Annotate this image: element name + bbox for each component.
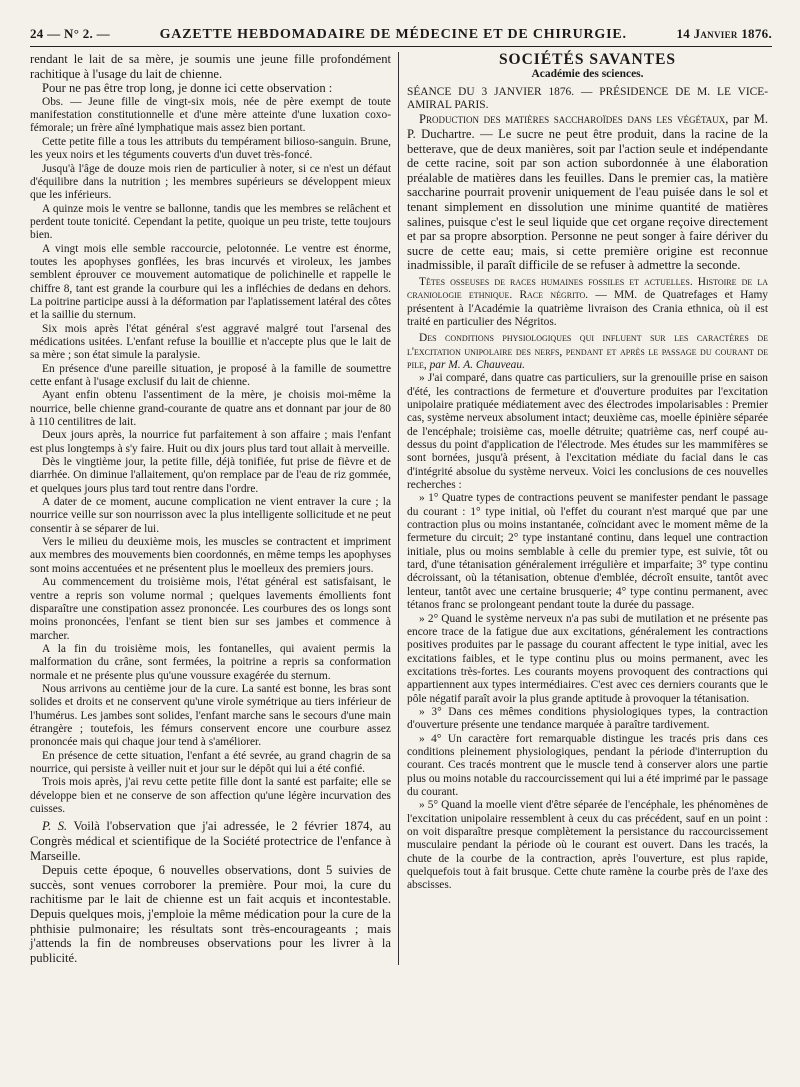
paragraph: Cette petite fille a tous les attributs du tempérament bilioso-sanguin. Brune, les yeux noirs et les téguments couverts d'un duvet très-foncé. [30,135,391,162]
article-author: par M. A. Chauveau. [426,358,525,371]
postscript [30,819,391,863]
ps-label: P. S. [42,819,68,834]
paragraph: Deux jours après, la nourrice fut parfaitement à son affaire ; mais l'enfant est plus longtemps à s'y faire. Huit ou dix jours plus tard tout allait à merveille. [30,429,391,455]
paragraph: » 5° Quand la moelle vient d'être séparée de l'encéphale, les phénomènes de l'excitation unipolaire ressemblent à ceux du cas précédent, sauf en un point : on voit disparaître presque complètement la persistance du raccourcissement musculaire pendant la période où le courant est ouvert. Dans les tracés, la chute de la courbe de la contraction, après l'ouverture, est plus rapide, quelquefois tout à fait brusque. Cette chute ramène la courbe près de l'axe des abscisses. [407,799,768,892]
article-columns [30,52,772,965]
article-production [407,112,768,273]
paragraph: Trois mois après, j'ai revu cette petite fille dont la santé est parfaite; elle se développe bien et ne conserve de son affection qu'une légère incurvation des cuisses. [30,776,391,815]
paragraph: Obs. — Jeune fille de vingt-six mois, née de père exempt de toute manifestation constitutionnelle et d'une mère atteinte d'une luxation coxo-fémorale; un frère aîné lymphatique mais assez bien portant. [30,95,391,135]
paragraph: rendant le lait de sa mère, je soumis une jeune fille profondément rachitique à l'usage du lait de chienne. [30,52,391,81]
article-title: Production des matières saccharoïdes dans les végétaux, [419,112,729,127]
paragraph: Six mois après l'état général s'est aggravé malgré tout l'arsenal des médications usitées. L'enfant refuse la bouillie et n'accepte plus que le lait de sa mère ; son état simule la paralysie. [30,322,391,362]
right-column [399,52,768,965]
paragraph: » 1° Quatre types de contractions peuvent se manifester pendant le passage du courant : 1° type initial, où l'effet du courant n'est marqué que par une contraction plus ou moins instantanée, coïncidant avec le moment même de la fermeture du circuit; 2° type instantané continu, dans lequel une contraction initiale, plus ou moins semblable à celle du premier type, est suivie, tôt ou tard, d'une tétanisation généralement irrégulière et imparfaite; 3° type continu décroissant, où la tétanisation, obtenue d'emblée, décroît ensuite, tantôt avec lenteur, tantôt avec une certaine brusquerie; 4° type continu permanent, avec tétanos franc se prolongeant pendant toute la durée du passage. [407,492,768,612]
ps-text: Voilà l'observation que j'ai adressée, le 2 février 1874, au Congrès médical et scientifique de la Société protectrice de l'enfance à Marseille. [30,819,391,863]
article-title: Des conditions physiologiques qui influent sur les caractères de l'excitation unipolaire des nerfs, pendant et après le passage du courant de pile, [407,332,768,371]
paragraph: A la fin du troisième mois, les fontanelles, qui avaient permis la malformation du crâne, sont fermées, la poitrine a repris sa conformation normale et ne présente plus qu'une voussure exagérée du sternum. [30,642,391,682]
paragraph: A vingt mois elle semble raccourcie, pelotonnée. Le ventre est énorme, toutes les apophyses gonflées, les bras incurvés et viroleux, les jambes semblent éprouver ce mouvement automatique de polichinelle et rappelle le chiffre 8, tant est grande la courbure qui les a infléchies de dedans en dehors. La poitrine participe aussi à la déformation par l'aplatissement latéral des côtes et la saillie du sternum. [30,242,391,322]
article-tetes [407,276,768,329]
paragraph: Ayant enfin obtenu l'assentiment de la mère, je choisis moi-même la nourrice, belle chienne grand-courante de quatre ans et donnant par jour de 80 à 110 centilitres de lait. [30,389,391,429]
seance-line: SÉANCE DU 3 JANVIER 1876. — PRÉSIDENCE DE M. LE VICE-AMIRAL PARIS. [407,85,768,112]
paragraph: Jusqu'à l'âge de douze mois rien de particulier à noter, si ce n'est un défaut d'équilibre dans la nutrition ; les membres supérieurs se développent mieux que les inférieurs. [30,162,391,202]
page-header [30,26,772,47]
paragraph: » 4° Un caractère fort remarquable distingue les tracés pris dans ces conditions pleinement physiologiques, pendant la période d'interruption du courant. Ces tracés montrent que le muscle tend à conserver alors une partie plus ou moins notable du raccourcissement qui lui a été imprimé par le passage du courant. [407,732,768,798]
paragraph: » 2° Quand le système nerveux n'a pas subi de mutilation et ne présente pas encore trace de la fatigue due aux excitations, généralement les contractions positives produites par le passage du courant affectent le type initial, avec les excitations faibles, et le type continu plus ou moins permanent, avec les excitations très-fortes. Les courants moyens provoquent des contractions qui appartiennent aux types intermédiaires. C'est avec ces derniers courants que le pôle négatif paraît avoir la plus grande aptitude à provoquer la tétanisation. [407,612,768,705]
left-column [30,52,399,965]
paragraph: Dès le vingtième jour, la petite fille, déjà tonifiée, fut prise de fièvre et de diarrhée. On diminue l'allaitement, qu'on remplace par de l'eau de riz gommée, et quelques jours plus tard tout rentre dans l'ordre. [30,456,391,495]
article-title: Têtes osseuses de races humaines fossiles et actuelles. Histoire de la craniologie ethnique. Race négrito. [407,275,768,302]
paragraph: » 3° Dans ces mêmes conditions physiologiques types, la contraction d'ouverture présente une tendance marquée à paraître tardivement. [407,705,768,732]
page-number: 24 — N° 2. — [30,26,110,41]
article-text: — Le sucre ne peut être produit, dans la racine de la betterave, que de deux manières, soit par l'action seule et indépendante de cette racine, soit par son action subordonnée à une élaboration préalable de matières dans les feuilles. Dans le premier cas, la matière saccharine pourrait provenir uniquement de l'eau puisée dans le sol et tenant simplement en dissolution une minime quantité de matières salines, puisque c'est le seul liquide que cet organe reçoive directement et par sa propre absorption. Personne ne peut songer à faire dériver du sucre de cette eau; mais, si cette première origine est reconnue inadmissible, il paraît difficile de se refuser à admettre la seconde. [407,126,768,273]
paragraph: » J'ai comparé, dans quatre cas particuliers, sur la grenouille prise en saison d'été, les contractions de fermeture et d'ouverture produites par l'excitation unipolaire pratiquée médiatement avec des électrodes impolarisables : Premier cas, système nerveux absolument intact; deuxième cas, moelle épinière séparée de l'encéphale; troisième cas, moelle détruite; quatrième cas, nerf coupé au-dessus du point d'application de l'électrode. Mes études sur les mammifères se sont bornées, jusqu'à présent, à l'excitation médiate du facial dans le cas d'intégrité absolue du système nerveux. Voici les conclusions de ces nouvelles recherches : [407,372,768,492]
article-text: — MM. de Quatrefages et Hamy présentent à l'Académie la quatrième livraison des Crania ethnica, où il est traité en particulier des Négritos. [407,289,768,328]
article-author: par M. P. Duchartre. [407,112,768,141]
paragraph: En présence d'une pareille situation, je proposé à la famille de soumettre cette enfant à l'usage exclusif du lait de chienne. [30,362,391,388]
paragraph: En présence de cette situation, l'enfant a été sevrée, au grand chagrin de sa nourrice, qui persiste à veiller nuit et jour sur le dépôt qui lui a été confié. [30,749,391,775]
academy-heading: Académie des sciences. [531,68,644,81]
paragraph: A quinze mois le ventre se ballonne, tandis que les membres se relâchent et perdent toute tonicité. Cependant la petite, quoique un peu triste, tette toujours bien. [30,202,391,242]
paragraph: Au commencement du troisième mois, l'état général est satisfaisant, le ventre a repris son volume normal ; quelques lavements émollients font disparaître une constipation assez prononcée. Les courbures des os longs sont moins prononcées, l'enfant se tient bien sur ses jambes et commence à marcher. [30,576,391,642]
article-conditions [407,332,768,372]
paragraph: Pour ne pas être trop long, je donne ici cette observation : [42,81,333,96]
paragraph: A dater de ce moment, aucune complication ne vient entraver la cure ; la nourrice veille sur son nourrisson avec la plus intelligente sollicitude et ne peut consentir à se séparer de lui. [30,496,391,535]
section-title: SOCIÉTÉS SAVANTES [498,51,677,68]
paragraph: Depuis cette époque, 6 nouvelles observations, dont 5 suivies de succès, sont venues corroborer la première. Pour moi, la cure du rachitisme par le lait de chienne est un fait acquis et incontestable. Depuis quelques mois, j'emploie la même médication pour la cure de la phthisie pulmonaire; les résultats sont très-encourageants ; mais j'attends la fin de nombreuses observations pour les livrer à la publicité. [30,863,391,965]
journal-title: GAZETTE HEBDOMADAIRE DE MÉDECINE ET DE CHIRURGIE. [159,27,627,42]
paragraph: Vers le milieu du deuxième mois, les muscles se contractent et impriment aux membres des mouvements bien coordonnés, en même temps les apophyses sont moins accentuées et ne présentent plus le moelleux des premiers jours. [30,536,391,575]
issue-date: 14 Janvier 1876. [676,26,772,41]
paragraph: Nous arrivons au centième jour de la cure. La santé est bonne, les bras sont solides et droits et ne conservent qu'une virole symétrique au tiers inférieur de l'humérus. Les jambes sont solides, l'enfant marche sans le secours d'une main étrangère ; toutefois, les fémurs conservent encore une courbure assez prononcée mais qui chaque jour tend à s'améliorer. [30,682,391,749]
